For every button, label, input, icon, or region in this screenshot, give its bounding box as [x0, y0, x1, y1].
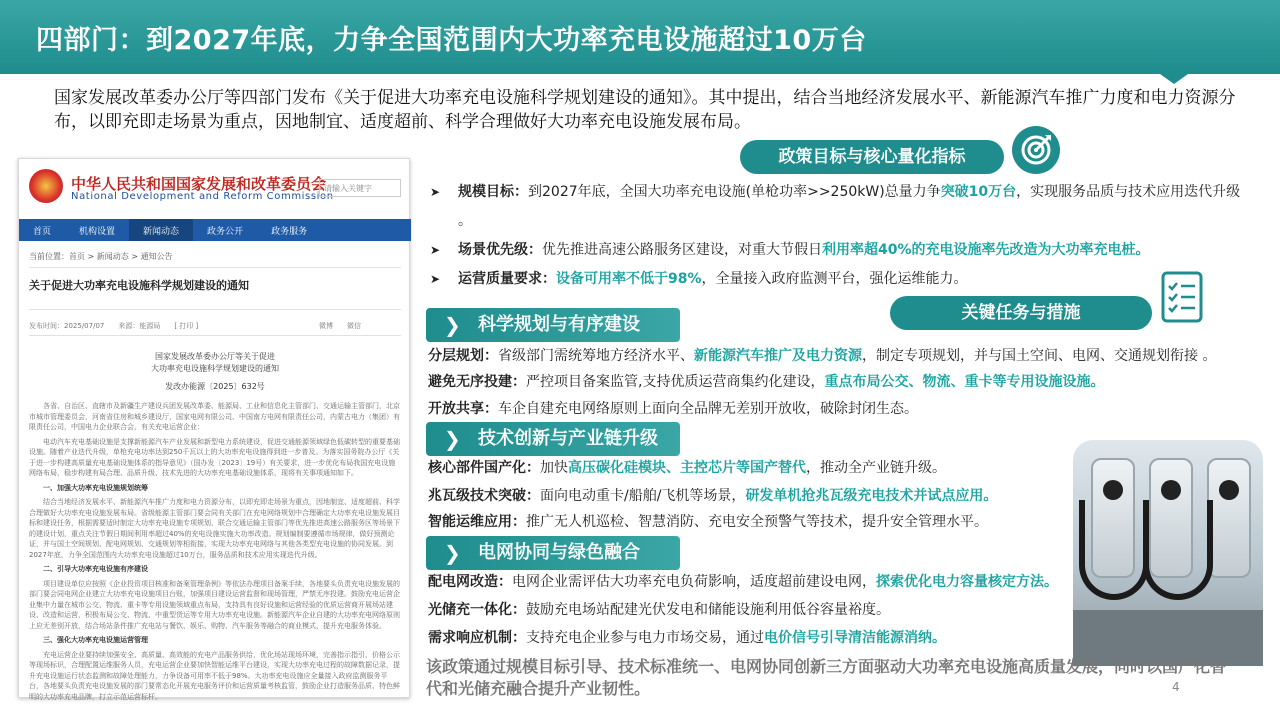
checklist-icon — [1160, 270, 1204, 324]
target-icon — [1012, 126, 1060, 174]
doc-search-input: 请输入关键字 — [319, 179, 401, 197]
goal-label: 运营质量要求： — [458, 271, 556, 287]
doc-divider — [29, 267, 401, 268]
task-row — [428, 399, 1278, 419]
task-text: 省级部门需统筹地方经济水平、 — [498, 348, 694, 364]
task-text: 鼓励充电场站配建光伏发电和储能设施利用低谷容量裕度。 — [526, 602, 890, 618]
goal-item — [426, 236, 1246, 265]
goal-text: 优先推进高速公路服务区建设，对重大节假日 — [542, 242, 822, 258]
goal-text: 到2027年底，全国大功率充电设施(单枪功率>>250kW)总量力争 — [528, 184, 941, 200]
goal-highlight: 突破10万台 — [940, 184, 1017, 200]
task-text: 加快 — [540, 460, 568, 476]
ev-charger-photo — [1073, 440, 1263, 666]
doc-header — [19, 159, 411, 217]
doc-divider — [29, 335, 401, 336]
doc-nav-item: 政务服务 — [271, 227, 308, 237]
doc-nav-item-active: 新闻动态 — [129, 219, 193, 241]
goal-text: ，实现服务品质与技术应用迭代升级 。 — [458, 184, 1241, 229]
task-text: 面向电动重卡/船舶/飞机等场景， — [540, 488, 746, 504]
goal-label: 规模目标： — [458, 184, 528, 200]
task-highlight: 研发单机抢兆瓦级充电技术并试点应用。 — [745, 488, 998, 504]
chevron-right-icon: ❯ — [444, 313, 461, 337]
task-text: ，制定专项规划，并与国土空间、电网、交通规划衔接 。 — [862, 348, 1217, 364]
task-label: 开放共享： — [428, 401, 498, 417]
goal-text: ，全量接入政府监测平台，强化运维能力。 — [701, 271, 968, 287]
task-label: 光储充一体化： — [428, 602, 526, 618]
task-label: 兆瓦级技术突破： — [428, 488, 540, 504]
doc-issuer-line2: 大功率充电设施科学规划建设的通知 — [151, 364, 279, 373]
policy-goals-list — [426, 178, 1246, 294]
task-row — [428, 346, 1278, 366]
doc-nav-item: 政务公开 — [207, 227, 244, 237]
section-title: 电网协同与绿色融合 — [478, 542, 640, 563]
title-notch — [1160, 74, 1188, 84]
task-text: ，推动全产业链升级。 — [806, 460, 946, 476]
doc-share: 微博 微信 — [319, 322, 361, 330]
chevron-right-icon: ❯ — [444, 427, 461, 451]
doc-number: 发改办能源〔2025〕632号 — [165, 382, 265, 391]
doc-paragraph: 充电运营企业要持续加强安全、高质量、高效能的充电产品服务供给，优化场站现场环境，完善指示指引，价格公示等现场标识，合理配置运维服务人员，充电运营企业要加快智能运维平台建设，实现大功率充电过程的故障数据记录，提升充电设施运行状态监测和故障处理能力，力争设备可用率不低于98%。大功率充电设施应全量接入政府监测服务平台，各地要头负责充电设施发展的部门要常态化开展充电服务评价和运营质量考核监管，鼓励企业打造服务品质、特色鲜明的大功率充电品牌，打立示范运营标杆。 — [29, 650, 400, 701]
arrow-icon: ➤ — [430, 272, 441, 286]
task-highlight: 探索优化电力容量核定方法。 — [876, 574, 1058, 590]
summary-text: 该政策通过规模目标引导、技术标准统一、电网协同创新三方面驱动大功率充电设施高质量发展，同时以国产化替代和光储充融合提升产业韧性。 — [426, 657, 1227, 698]
charger-plug — [1219, 480, 1239, 500]
task-label: 需求响应机制： — [428, 630, 526, 646]
task-label: 智能运维应用： — [428, 514, 526, 530]
title-bar — [0, 0, 1280, 74]
doc-paragraph: 电动汽车充电基础设施是支撑新能源汽车产业发展和新型电力系统建设，促进交通能源领域绿色低碳转型的重要基础设施。随着产业迭代升级，单枪充电功率达到250千瓦以上的大功率充电设施得到进一步普及。为落实国务院办公厅《关于进一步构建高质量充电基础设施体系的指导意见》（国办发〔2023〕19号）有关要求，进一步优化布局我国充电设施网络布局，稳步构建有局合理、品质升级、技术先进的大功率充电基础设施体系，现将有关事项通知如下。 — [29, 437, 400, 477]
section-header-tech — [426, 422, 680, 456]
doc-nav-item: 首页 — [33, 227, 52, 237]
task-row — [428, 372, 1278, 392]
goal-item — [426, 178, 1246, 236]
task-label: 分层规划： — [428, 348, 498, 364]
org-name-en: National Development and Reform Commission — [71, 191, 334, 202]
doc-title: 关于促进大功率充电设施科学规划建设的通知 — [29, 279, 249, 292]
doc-issuer-line1: 国家发展改革委办公厅等关于促进 — [155, 352, 275, 361]
slide-title: 四部门：到2027年底，力争全国范围内大功率充电设施超过10万台 — [36, 25, 867, 56]
doc-nav-item: 机构设置 — [79, 227, 116, 237]
task-label: 避免无序投建： — [428, 374, 526, 390]
doc-body — [29, 401, 401, 701]
goal-label: 场景优先级： — [458, 242, 542, 258]
doc-nav-bar — [19, 219, 411, 241]
doc-paragraph: 结合当地经济发展水平、新能源汽车推广力度和电力资源分布，以即充即走场景为重点，因地制宜、适度超前、科学合理做好大功率充电设施发展布局。省级能源主管部门要会同有关部门在充电网络规划中合理确定大功率充电设施发展目标和建设任务，根据需要适时制定大功率充电设施专项规划，联合交通运输主管部门等优先推进高速公路服务区等场景下的建设计划，重点关注节假日期间利用率超过40%的充电设施实施大功率改造。规划编制要遵循市场规律，做好预测论证，并与国土空间规划、配电网规划、交通规划等相衔接，实现大功率充电网络与其他各类型充电设施的协同发展。到2027年底，力争全国范围内大功率充电设施超过10万台，服务品质和技术应用实现迭代升级。 — [29, 498, 400, 559]
goal-item — [426, 265, 1246, 294]
charger-plug — [1103, 480, 1123, 500]
task-highlight: 电价信号引导清洁能源消纳。 — [764, 630, 946, 646]
task-text: 电网企业需评估大功率充电负荷影响，适度超前建设电网， — [512, 574, 876, 590]
task-label: 核心部件国产化： — [428, 460, 540, 476]
task-text: 车企自建充电网络原则上面向全品牌无差别开放收，破除封闭生态。 — [498, 401, 918, 417]
policy-goals-header: 政策目标与核心量化指标 — [740, 140, 1004, 174]
task-highlight: 高压碳化硅模块、主控芯片等国产替代 — [568, 460, 806, 476]
doc-paragraph: 项目建设单位应按照《企业投资项目核准和备案管理条例》等依法办理项目备案手续，各地要头负责充电设施发展的部门要会同电网企业建立大功率充电设施项目台账，加强项目建设运营监督和现场管理，严禁无序投建。鼓励充电运营企业集中力量在城市公交、物流、重卡等专用设施领域重点布局，支持具有良好设施和运营经验的优质运营商开展场站建设、改造和运营，积极布局公交、物流、中重型货运等专用大功率充电设施。新能源汽车企业自建的大功率充电网络原则上应无差别开放，结合场站条件推广充电站与餐饮、娱乐、购物、汽车服务等融合的商业模式，提升充电服务体验。 — [29, 579, 400, 630]
page-number: 4 — [1172, 680, 1180, 694]
section-header-planning — [426, 308, 680, 342]
doc-breadcrumb: 当前位置：首页 > 新闻动态 > 通知公告 — [29, 252, 173, 261]
task-label: 配电网改造： — [428, 574, 512, 590]
org-name-cn: 中华人民共和国国家发展和改革委员会 — [71, 175, 327, 193]
doc-paragraph: 各省、自治区、直辖市及新疆生产建设兵团发展改革委、能源局、工业和信息化主管部门、交通运输主管部门，北京市城市管理委员会，河南省住房和城乡建设厅，国家电网有限公司、中国南方电网有限责任公司，内蒙古电力（集团）有限责任公司，中国电力企业联合会，有关充电运营企业： — [29, 402, 400, 431]
charger-post — [1207, 458, 1251, 578]
goal-highlight: 设备可用率不低于98% — [556, 271, 702, 287]
charger-cable — [1079, 500, 1149, 600]
doc-divider — [29, 309, 401, 310]
national-emblem-icon — [29, 169, 63, 203]
task-text: 支持充电企业参与电力市场交易，通过 — [526, 630, 764, 646]
intro-paragraph: 国家发展改革委办公厅等四部门发布《关于促进大功率充电设施科学规划建设的通知》。其中提出，结合当地经济发展水平、新能源汽车推广力度和电力资源分布，以即充即走场景为重点，因地制宜、适度超前、科学合理做好大功率充电设施发展布局。 — [54, 88, 1236, 132]
charger-cable — [1143, 500, 1213, 600]
document-screenshot — [18, 158, 410, 701]
chevron-right-icon: ❯ — [444, 541, 461, 565]
section-title: 科学规划与有序建设 — [478, 314, 640, 335]
section-header-grid — [426, 536, 680, 570]
doc-meta: 发布时间：2025/07/07 来源：能源局 [ 打印 ] — [29, 322, 199, 330]
task-highlight: 重点布局公交、物流、重卡等专用设施设施。 — [824, 374, 1105, 390]
arrow-icon: ➤ — [430, 185, 441, 199]
key-tasks-header: 关键任务与措施 — [890, 296, 1152, 330]
goal-highlight: 利用率超40%的充电设施率先改造为大功率充电桩。 — [822, 242, 1150, 258]
task-text: 推广无人机巡检、智慧消防、充电安全预警气等技术，提升安全管理水平。 — [526, 514, 988, 530]
doc-heading: 二、引导大功率充电设施有序建设 — [43, 565, 148, 573]
doc-heading: 一、加强大功率充电设施规划统筹 — [43, 483, 148, 492]
doc-heading: 三、强化大功率充电设施运营管理 — [43, 636, 148, 644]
task-text: 严控项目备案监管,支持优质运营商集约化建设， — [526, 374, 825, 390]
arrow-icon: ➤ — [430, 243, 441, 257]
charger-plug — [1161, 480, 1181, 500]
section-title: 技术创新与产业链升级 — [478, 428, 658, 449]
task-highlight: 新能源汽车推广及电力资源 — [694, 348, 862, 364]
